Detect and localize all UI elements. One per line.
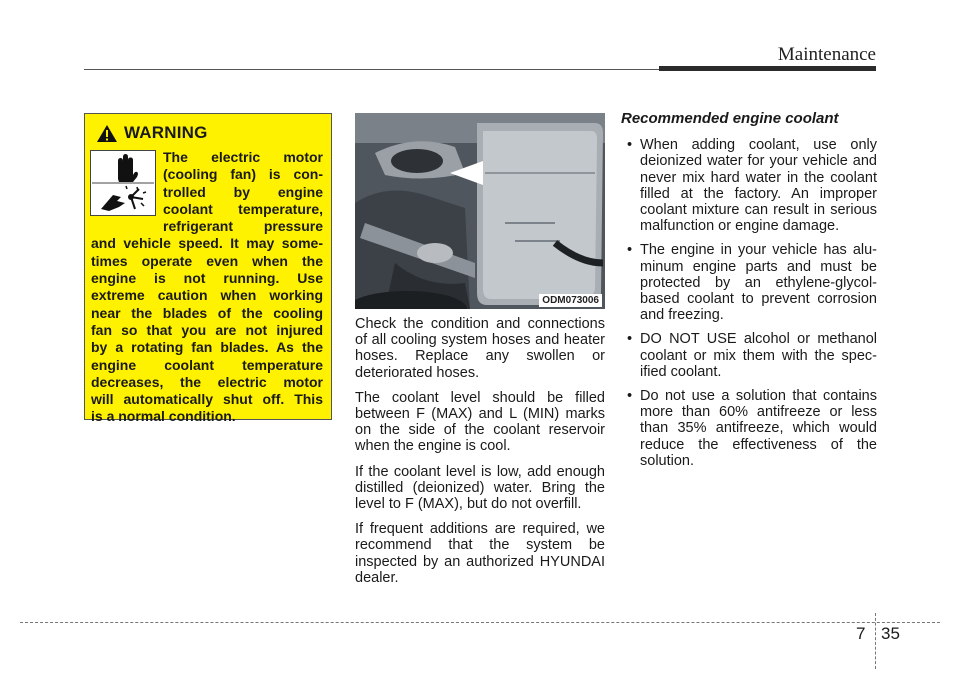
- warning-text: [91, 149, 323, 426]
- warning-line: refrigerant pressure: [163, 218, 323, 235]
- list-item: • When adding coolant, use only deionized water for your vehicle and never mix hard water in the coolant filled at the factory. An improper coolant mixture can result in serious malfunction or engine damage.: [617, 137, 877, 234]
- warning-line: near the blades of the cooling: [91, 304, 323, 321]
- photo-label: ODM073006: [539, 294, 602, 307]
- warning-line: decreases, the electric motor: [91, 373, 323, 390]
- warning-line: (cooling fan) is con-: [163, 166, 323, 183]
- warning-line: will automatically shut off. This: [91, 391, 323, 408]
- warning-line: extreme caution when working: [91, 287, 323, 304]
- warning-line: and vehicle speed. It may some-: [91, 235, 323, 252]
- warning-line: times operate even when the: [91, 252, 323, 269]
- page-number: 35: [881, 624, 900, 643]
- header-rule-thin: [84, 69, 659, 70]
- paragraph: If frequent additions are required, we recommend that the system be inspected by an authorized HYUNDAI dealer.: [355, 521, 605, 586]
- warning-line: The electric motor: [163, 149, 323, 165]
- section-title: Maintenance: [777, 44, 876, 65]
- list-item: • DO NOT USE alcohol or methanol coolant or mix them with the spec-ified coolant.: [617, 331, 877, 380]
- warning-title: WARNING: [124, 123, 208, 142]
- warning-line: coolant temperature,: [163, 200, 323, 217]
- footer-divider: [875, 613, 876, 669]
- warning-line: by a rotating fan blades. As the: [91, 339, 323, 356]
- warning-line: is a normal condition.: [91, 408, 236, 425]
- warning-box: [84, 113, 332, 425]
- engine-bay-photo: [355, 113, 605, 309]
- warning-line: engine coolant temperature: [91, 356, 323, 373]
- list-item: • Do not use a solution that contains more than 60% antifreeze or less than 35% antifreeze, which would reduce the effectiveness of the solution.: [617, 388, 877, 469]
- paragraph: The coolant level should be filled between F (MAX) and L (MIN) marks on the side of the coolant reservoir when the engine is cool.: [355, 389, 605, 455]
- bullet-list: [617, 137, 877, 469]
- chapter-number: 7: [856, 624, 866, 643]
- column-2: [355, 316, 605, 595]
- column-3: [617, 111, 877, 477]
- list-item: • The engine in your vehicle has alu-minum engine parts and must be protected by an ethylene-glycol-based coolant to prevent corrosion and freezing.: [617, 242, 877, 323]
- warning-triangle-icon: [96, 124, 118, 143]
- warning-line: fan so that you are not injured: [91, 321, 323, 338]
- warning-line: trolled by engine: [163, 183, 323, 200]
- header-rule-thick: [659, 66, 876, 71]
- paragraph: If the coolant level is low, add enough distilled (deionized) water. Bring the level to F (MAX), but do not overfill.: [355, 463, 605, 513]
- paragraph: Check the condition and connections of all cooling system hoses and heater hoses. Replace any swollen or deteriorated hoses.: [355, 316, 605, 381]
- warning-line: engine is not running. Use: [91, 270, 323, 287]
- section-heading: Recommended engine coolant: [621, 110, 839, 127]
- warning-header: [96, 123, 208, 143]
- footer-rule: [20, 622, 940, 623]
